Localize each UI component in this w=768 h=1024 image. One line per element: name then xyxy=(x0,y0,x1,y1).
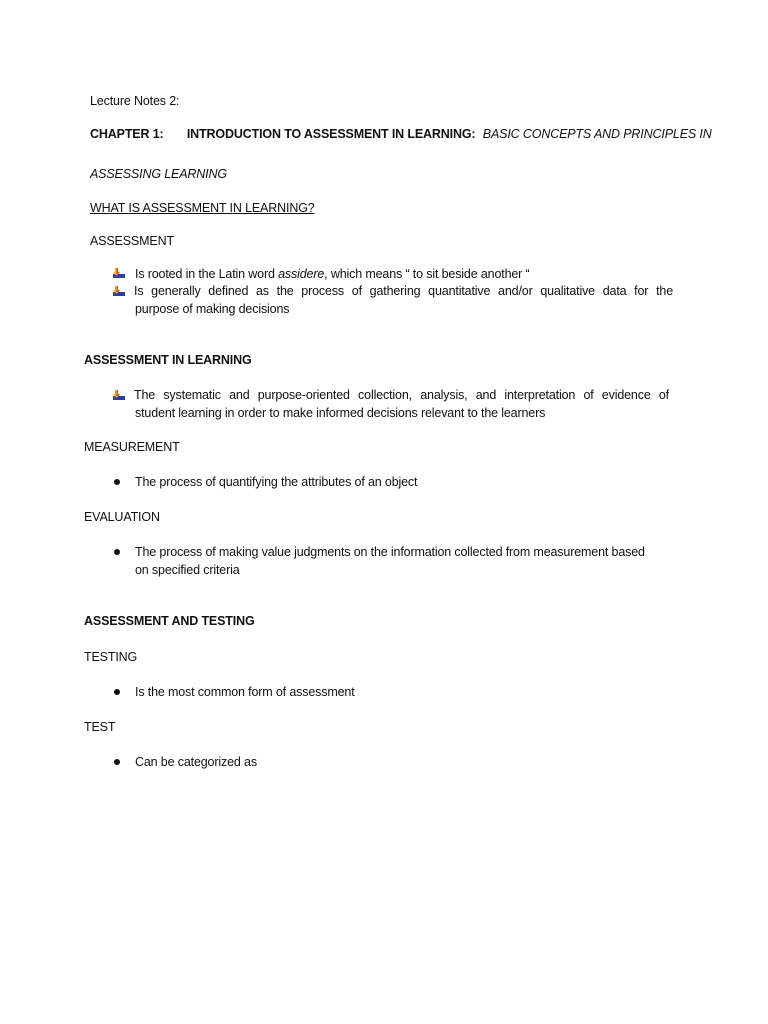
chapter-subtitle-part-2: ASSESSING LEARNING xyxy=(90,167,227,181)
arrow-bullet-icon xyxy=(113,285,125,297)
evaluation-bullet-line-2: on specified criteria xyxy=(135,563,240,577)
assessment-in-learning-heading: ASSESSMENT IN LEARNING xyxy=(84,353,252,367)
question-heading: WHAT IS ASSESSMENT IN LEARNING? xyxy=(90,201,315,215)
measurement-bullet: The process of quantifying the attributes of an object xyxy=(135,475,418,489)
assessment-and-testing-heading: ASSESSMENT AND TESTING xyxy=(84,614,255,628)
measurement-term: MEASUREMENT xyxy=(84,440,180,454)
testing-term: TESTING xyxy=(84,650,138,664)
assessment-bullet-1 xyxy=(135,266,530,282)
chapter-title: INTRODUCTION TO ASSESSMENT IN LEARNING: xyxy=(186,127,476,141)
testing-bullet: Is the most common form of assessment xyxy=(135,685,355,699)
dot-bullet-icon xyxy=(114,689,120,695)
assessment-in-learning-bullet-line-2: student learning in order to make informed decisions relevant to the learners xyxy=(135,406,546,420)
assessment-bullet-1-post: , which means “ to sit beside another “ xyxy=(324,267,530,281)
arrow-bullet-icon xyxy=(113,389,125,401)
assessment-bullet-2-line-2: purpose of making decisions xyxy=(135,302,290,316)
chapter-subtitle-part-1: BASIC CONCEPTS AND PRINCIPLES IN xyxy=(482,127,712,141)
assessment-in-learning-bullet-line-1: The systematic and purpose-oriented collection, analysis, and interpretation of evidence of xyxy=(134,388,669,402)
latin-word: assidere xyxy=(278,267,325,281)
dot-bullet-icon xyxy=(114,759,120,765)
test-bullet: Can be categorized as xyxy=(135,755,257,769)
evaluation-term: EVALUATION xyxy=(84,510,160,524)
assessment-bullet-2-line-1: Is generally defined as the process of gathering quantitative and/or qualitative data for the xyxy=(134,284,673,298)
assessment-bullet-1-pre: Is rooted in the Latin word xyxy=(135,267,279,281)
test-term: TEST xyxy=(84,720,116,734)
chapter-heading xyxy=(90,126,712,142)
arrow-bullet-icon xyxy=(113,267,125,279)
dot-bullet-icon xyxy=(114,479,120,485)
assessment-term: ASSESSMENT xyxy=(90,234,174,248)
chapter-label: CHAPTER 1: xyxy=(90,127,164,141)
dot-bullet-icon xyxy=(114,549,120,555)
lecture-label: Lecture Notes 2: xyxy=(90,94,180,108)
evaluation-bullet-line-1: The process of making value judgments on the information collected from measurement based xyxy=(135,545,645,559)
